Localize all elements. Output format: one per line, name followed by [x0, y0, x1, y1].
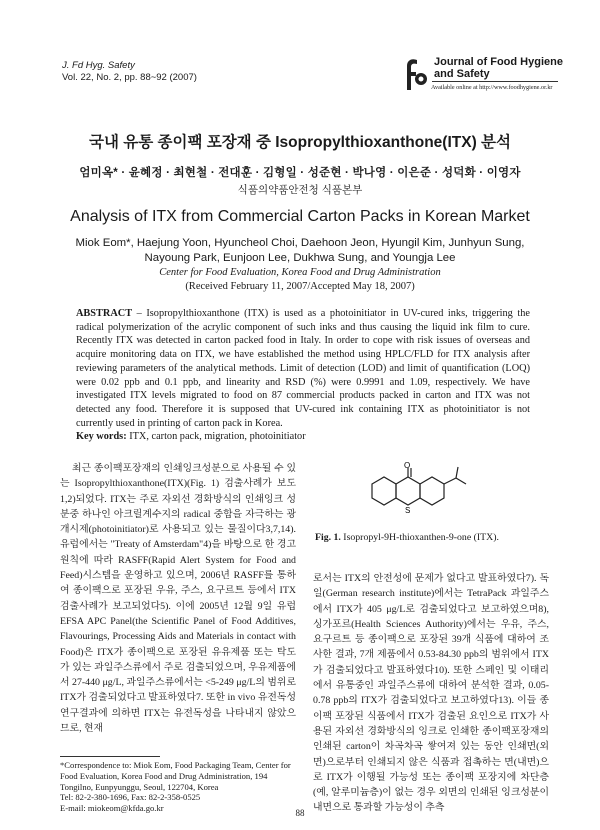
page-number: 88 — [295, 808, 305, 818]
english-authors — [70, 236, 530, 266]
journal-logo — [404, 54, 428, 92]
korean-title: 국내 유통 종이팩 포장재 중 Isopropylthioxanthone(ITX) 분석 — [89, 134, 511, 151]
figure-caption-label: Fig. 1. — [315, 532, 341, 543]
volume-info: Vol. 22, No. 2, pp. 88~92 (2007) — [62, 72, 197, 83]
atom-s-label: S — [405, 506, 411, 515]
figure-caption-text: Isopropyl-9H-thioxanthen-9-one (ITX). — [340, 532, 499, 543]
header-rule — [432, 81, 558, 82]
keywords-text: ITX, carton pack, migration, photoinitiator — [126, 431, 306, 442]
journal-title — [434, 56, 563, 80]
english-authors-line1: Miok Eom*, Haejung Yoon, Hyuncheol Choi, Daehoon Jeon, Hyungil Kim, Junhyun Sung, — [75, 237, 525, 249]
footnote-line3: E-mail: miokeom@kfda.go.kr — [60, 803, 164, 814]
keywords-label: Key words: — [76, 431, 127, 442]
itx-structure-figure — [360, 462, 510, 527]
body-left-column: 최근 종이팩포장재의 인쇄잉크성분으로 사용될 수 있는 Isopropylthioxanthone(ITX)(Fig. 1) 검출사례가 보도1,2)되었다. ITX는 주로 자외선 경화방식의 인쇄잉크 성분중 하나인 아크릴계수지의 radical 중합을 자극하는 광개시제(photoinitiator)로 사용되고 있는 물질이다3,7,14). 유럽에서는 "Treaty of Amsterdam"4)을 바탕으로 한 경고원칙에 따라 RASFF(Rapid Alert System for Food and Feed)시스템을 운영하고 있으며, 2006년 RASFF를 통하여 종이팩으로 포장된 우유, 주스, 요구르트 등에서 ITX 검출사례가 보고되었다5). 이에 2005년 12월 9일 유럽 EFSA APC Panel(the Scientific Panel of Food Additives, Flavourings, Processing Aids and Materials in contact with Food)은 ITX가 종이팩으로 포장된 유유제품 또는 탁도가 있는 과일주스류에서 주로 검출되었으며, 우유제품에서 27-440 μg/L, 과일주스류에서는 <5-249 μg/L의 범위로 ITX가 검출되었다고 발표하였다7. 또한 in vivo 유전독성 연구결과에 의하면 ITX는 유전독성을 나타내지 않았으므로, 현재 — [60, 463, 296, 735]
keywords — [76, 431, 530, 442]
body-right-column: 로서는 ITX의 안전성에 문제가 없다고 발표하였다7). 독일(German research institute)에서는 TetraPack 과일주스에서 ITX가 405 μg/L로 검출되었다고 보고하였으며8), 싱가포르(Health Sciences Authority)에서는 우유, 주스, 요구르트 등 종이팩으로 포장된 39개 식품에 대하여 조사한 결과, 7개 제품에서 0.53-84.30 ppb의 범위에서 ITX가 검출되었다고 발표하였다10). 또한 스페인 및 이태리에서 유통중인 과일주스류에 대하여 분석한 결과, 0.05-0.78 ppb의 ITX가 검출되었다고 보고하였다13). 이들 종이팩 포장된 식품에서 ITX가 검출된 요인으로 ITX가 사용된 자외선 경화방식의 잉크로 인쇄한 종이팩포장재의 인쇄된 carton이 차곡차곡 쌓여져 있는 동안 인쇄면(외면)으로부터 인쇄되지 않은 식품과 접촉하는 면(내면)으로 ITX가 이행될 가능성 또는 종이팩 포장지에 차단층(예, 알루미늄층)이 없는 경우 외면의 인쇄된 잉크성분이 내면으로 통과할 가능성이 추측 — [313, 573, 549, 814]
abstract-label: ABSTRACT — [76, 308, 133, 319]
abstract-text: – Isopropylthioxanthone (ITX) is used as a photoinitiator in UV-cured inks, triggering the radical polymerization of the acrylic component of such inks and thus causing the liquid ink film to cure. Recently ITX was detected in carton packed food in Italy. In order to cope with risk issues of overseas and acquire monitoring data on ITX, we have established the method using HPLC/FLD for ITX analysis after reviewing parameters of the analytical methods. Limit of detection (LOD) and limit of quantification (LOQ) were 0.02 ppb and 0.1 ppb, and linearity and RSD (%) were 0.9991 and 1.09, respectively. We have investigated ITX levels migrated to food on 87 commercial products packed in carton and ITX was not detected any food. Therefore it is supposed that UV-cured ink containing ITX as photoinitiator is not currently used in printing of carton pack in Korea. — [76, 308, 530, 429]
figure-caption — [315, 532, 499, 543]
footnote-rule — [60, 756, 160, 757]
korean-authors: 엄미옥* · 윤혜정 · 최현철 · 전대훈 · 김형일 · 성준현 · 박나영 · 이은준 · 성덕화 · 이영자 — [79, 167, 521, 179]
correspondence-footnote — [60, 760, 302, 814]
atom-o-label: O — [404, 462, 411, 470]
footnote-line1: *Correspondence to: Miok Eom, Food Packaging Team, Center for Food Evaluation, Korea Food and Drug Administration, 194 Tongilno, Eunpyunggu, Seoul, 122704, Korea — [60, 760, 291, 792]
journal-title-line1: Journal of Food Hygiene — [434, 56, 563, 68]
received-dates: (Received February 11, 2007/Accepted May 18, 2007) — [185, 281, 415, 292]
english-authors-line2: Nayoung Park, Eunjoon Lee, Dukhwa Sung, and Youngja Lee — [144, 252, 456, 264]
journal-abbrev: J. Fd Hyg. Safety — [62, 60, 135, 71]
korean-affiliation: 식품의약품안전청 식품본부 — [237, 184, 363, 196]
journal-citation — [62, 60, 197, 84]
footnote-line2: Tel: 82-2-380-1696, Fax: 82-2-358-0525 — [60, 792, 201, 803]
journal-title-line2: and Safety — [434, 68, 490, 80]
english-title: Analysis of ITX from Commercial Carton Packs in Korean Market — [70, 208, 530, 225]
english-affiliation: Center for Food Evaluation, Korea Food and Drug Administration — [159, 267, 441, 278]
journal-url: Available online at http://www.foodhygiene.or.kr — [431, 84, 553, 91]
abstract — [76, 307, 530, 430]
